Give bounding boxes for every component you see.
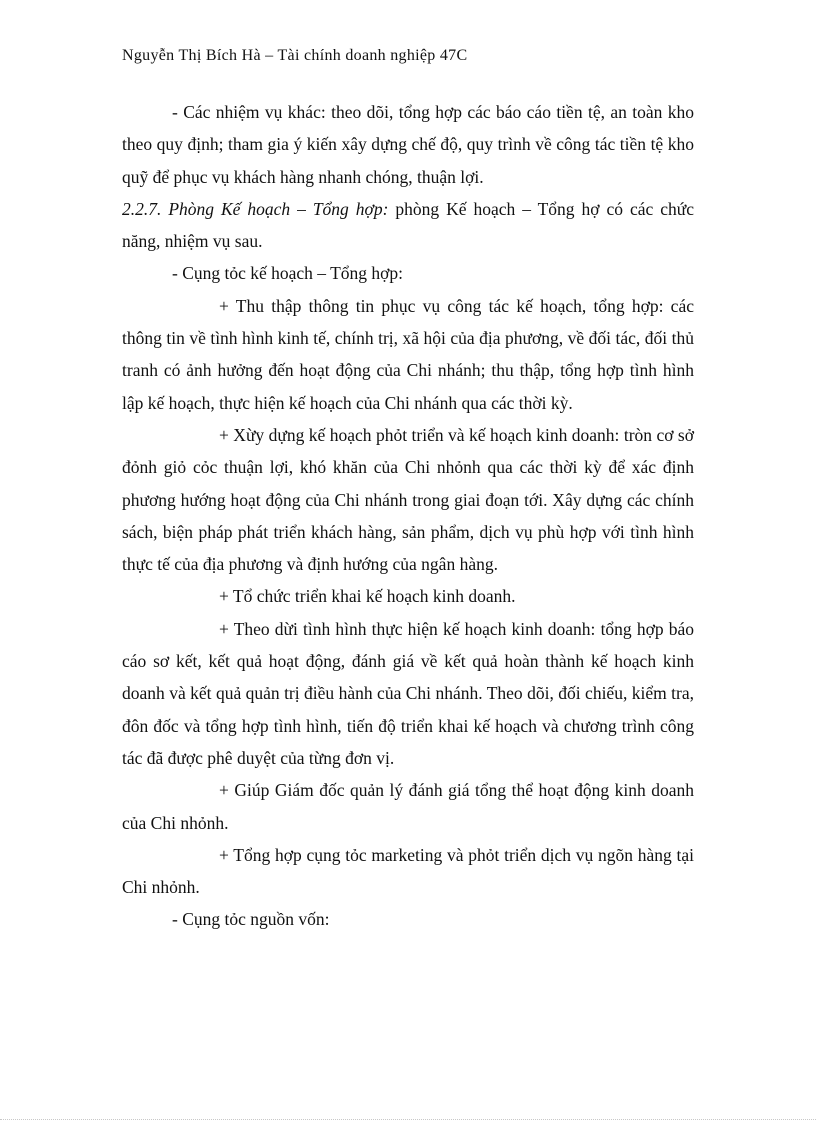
page-bottom-divider — [0, 1119, 816, 1120]
paragraph-plan-monitoring: + Theo dừi tình hình thực hiện kế hoạch kinh doanh: tổng hợp báo cáo sơ kết, kết quả hoạt động, đánh giá về kết quả hoàn thành kế hoạch kinh doanh và kết quả quản trị điều hành của Chi nhánh. Theo dõi, đối chiếu, kiểm tra, đôn đốc và tổng hợp tình hình, tiến độ triển khai kế hoạch và chương trình công tác đã được phê duyệt của từng đơn vị. — [122, 618, 694, 768]
paragraph-marketing: + Tổng hợp cụng tỏc marketing và phỏt triển dịch vụ ngõn hàng tại Chi nhỏnh. — [122, 844, 694, 898]
paragraph-plan-building: + Xừy dựng kế hoạch phỏt triển và kế hoạch kinh doanh: tròn cơ sở đỏnh giỏ cỏc thuận lợi, khó khăn của Chi nhỏnh qua các thời kỳ để xác định phương hướng hoạt động của Chi nhánh trong giai đoạn tới. Xây dựng các chính sách, biện pháp phát triển khách hàng, sản phẩm, dịch vụ phù hợp với tình hình thực tế của địa phương và định hướng của ngân hàng. — [122, 424, 694, 575]
paragraph-other-duties: - Các nhiệm vụ khác: theo dõi, tổng hợp các báo cáo tiền tệ, an toàn kho theo quy định; tham gia ý kiến xây dựng chế độ, quy trình về công tác tiền tệ kho quỹ để phục vụ khách hàng nhanh chóng, thuận lợi. — [122, 102, 694, 187]
paragraph-section-2-2-7 — [122, 193, 694, 258]
paragraph-planning-work: - Cụng tỏc kế hoạch – Tổng hợp: — [172, 263, 404, 284]
document-body — [122, 96, 694, 936]
section-heading: 2.2.7. Phòng Kế hoạch – Tổng hợp: — [122, 198, 389, 219]
section-intro: phòng Kế hoạch – Tổng hợ có các chức năng, nhiệm vụ sau. — [122, 198, 694, 252]
paragraph-capital-work: - Cụng tỏc nguồn vốn: — [172, 909, 330, 930]
paragraph-director-support: + Giúp Giám đốc quản lý đánh giá tổng thể hoạt động kinh doanh của Chi nhỏnh. — [122, 780, 694, 833]
paragraph-info-collection: + Thu thập thông tin phục vụ công tác kế hoạch, tổng hợp: các thông tin về tình hình kinh tế, chính trị, xã hội của địa phương, về đối tác, đối thủ tranh có ảnh hưởng đến hoạt động của Chi nhánh; thu thập, tổng hợp tình hình lập kế hoạch, thực hiện kế hoạch của Chi nhánh qua các thời kỳ. — [122, 295, 694, 413]
page-header: Nguyễn Thị Bích Hà – Tài chính doanh nghiệp 47C — [122, 47, 468, 64]
paragraph-plan-deployment: + Tổ chức triển khai kế hoạch kinh doanh. — [219, 586, 516, 607]
